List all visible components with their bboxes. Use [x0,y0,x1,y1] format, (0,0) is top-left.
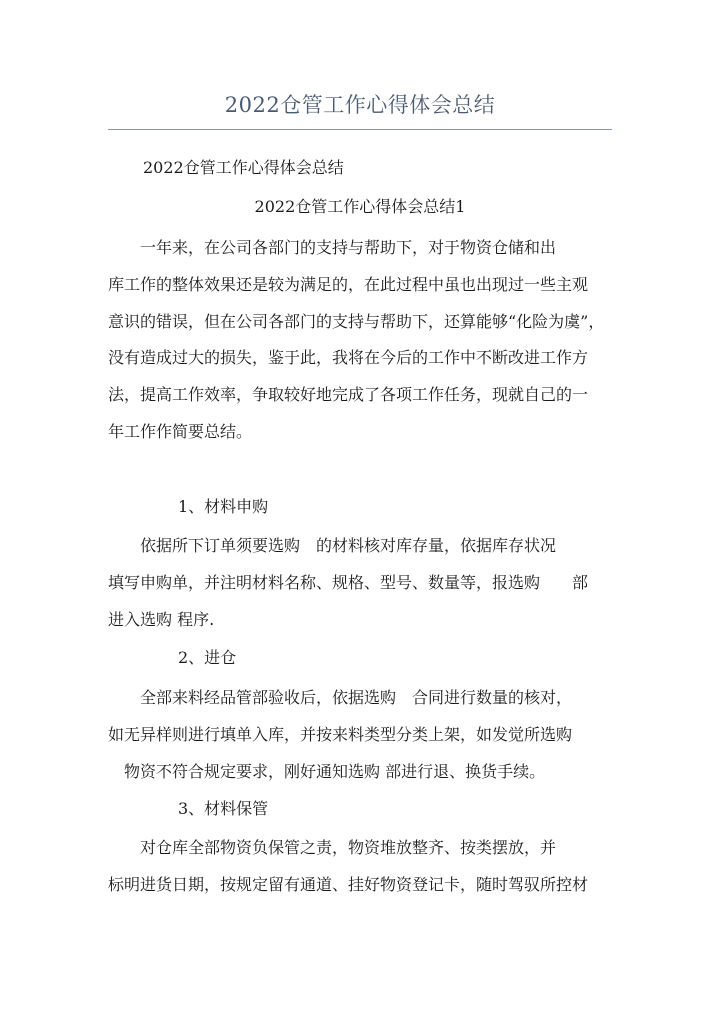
paragraph-warehousing [108,680,613,790]
text-line: 进入选购 程序. [108,609,215,629]
text-line: 没有造成过大的损失，鉴于此，我将在今后的工作中不断改进工作方 [108,348,589,368]
text-line: 意识的错误，但在公司各部门的支持与帮助下，还算能够“化险为虞”， [108,311,605,331]
heading-material-purchase: 1、材料申购 [178,497,269,516]
text-line: 物资不符合规定要求，刚好通知选购 部进行退、换货手续。 [108,761,546,781]
text-line: 法，提高工作效率，争取较好地完成了各项工作任务，现就自己的一 [108,385,589,405]
document-title: 2022仓管工作心得体会总结 [224,93,496,117]
text-line: 一年来，在公司各部门的支持与帮助下，对于物资仓储和出 [108,238,557,257]
paragraph-material-storage [108,830,613,904]
text-line: 库工作的整体效果还是较为满足的，在此过程中虽也出现过一些主观 [108,274,589,294]
heading-material-storage: 3、材料保管 [178,799,269,818]
text-line: 对仓库全部物资负保管之责，物资堆放整齐、按类摆放，并 [108,838,557,857]
document-subtitle: 2022仓管工作心得体会总结 [143,158,344,177]
section-title: 2022仓管工作心得体会总结1 [254,197,466,216]
text-line: 全部来料经品管部验收后，依据选购 合同进行数量的核对， [108,688,573,707]
intro-paragraph [108,230,613,451]
text-line: 填写申购单，并注明材料名称、规格、型号、数量等，报选购 部 [108,572,589,592]
text-line: 年工作作简要总结。 [108,421,253,441]
text-line: 标明进货日期，按规定留有通道、挂好物资登记卡，随时驾驭所控材 [108,874,589,894]
heading-warehousing: 2、进仓 [178,648,237,667]
title-divider [108,129,612,130]
paragraph-material-purchase [108,528,613,638]
text-line: 如无异样则进行填单入库，并按来料类型分类上架，如发觉所选购 [108,724,573,744]
text-line: 依据所下订单须要选购 的材料核对库存量，依据库存状况 [108,536,557,555]
